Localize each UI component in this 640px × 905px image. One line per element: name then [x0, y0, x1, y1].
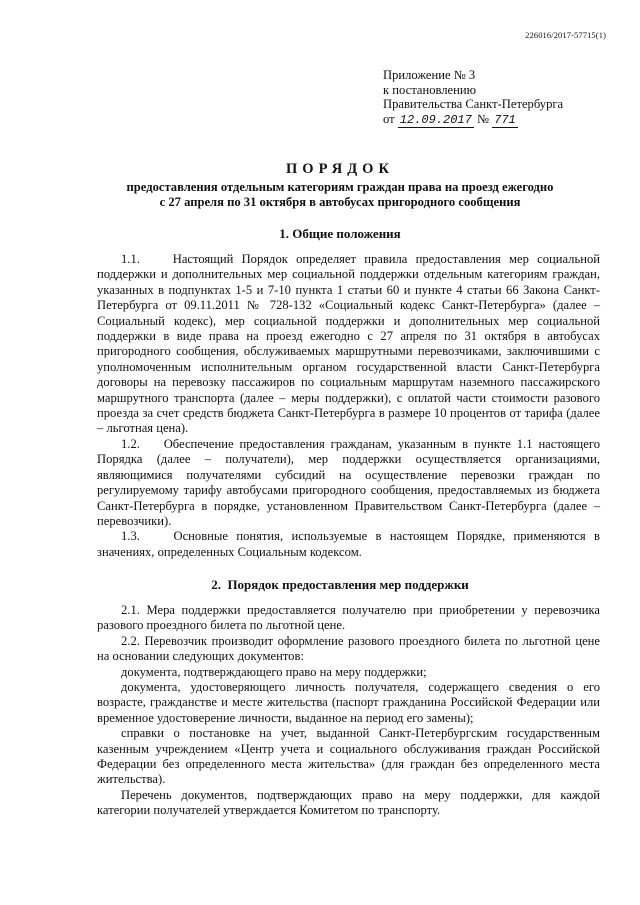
paragraph-documents-list: Перечень документов, подтверждающих право на меру поддержки, для каждой категории получателей утверждается Комитетом по транспорту.: [97, 787, 600, 818]
date-prefix: от: [383, 111, 395, 126]
document-item-3: справки о постановке на учет, выданной Санкт-Петербургским государственным казенным учреждением «Центр учета и социального обслуживания граждан Российской Федерации без определенного места жительства» (для граждан без определенного места жительства).: [97, 726, 600, 787]
document-item-2: документа, удостоверяющего личность получателя, содержащего сведения о его возрасте, гражданстве и месте жительства (паспорт гражданина Российской Федерации или временное удостоверение личности, выданное на период его замены);: [97, 680, 600, 725]
appendix-line-3: Правительства Санкт-Петербурга: [383, 97, 564, 112]
document-subtitle-line-1: предоставления отдельным категориям граждан права на проезд ежегодно: [126, 180, 554, 194]
number-prefix: №: [476, 111, 489, 126]
section-1-body: [97, 252, 600, 560]
document-subtitle-line-2: с 27 апреля по 31 октября в автобусах пригородного сообщения: [159, 195, 521, 209]
paragraph-1-3: 1.3. Основные понятия, используемые в настоящем Порядке, применяются в значениях, определенных Социальным кодексом.: [97, 529, 600, 559]
appendix-line-2: к постановлению: [383, 82, 477, 97]
paragraph-2-2: 2.2. Перевозчик производит оформление разового проездного билета по льготной цене на основании следующих документов:: [97, 633, 600, 664]
document-item-1: документа, подтверждающего право на меру поддержки;: [121, 664, 427, 679]
handwritten-date: 12.09.2017: [399, 112, 472, 127]
section-2-body: [97, 603, 600, 819]
appendix-block: [383, 68, 613, 127]
handwritten-number: 771: [494, 112, 516, 127]
paragraph-2-1: 2.1. Мера поддержки предоставляется получателю при приобретении у перевозчика разового проездного билета по льготной цене.: [97, 603, 600, 633]
paragraph-1-2: 1.2. Обеспечение предоставления гражданам, указанным в пункте 1.1 настоящего Порядка (далее – получатели), мер поддержки осуществляется организациями, являющимися получателями субсидий на осуществление перевозки граждан по регулируемому тарифу автобусами пригородного сообщения, предоставляемых из бюджета Санкт-Петербурга в порядке, установленном Правительством Санкт-Петербурга (далее – перевозчики).: [97, 436, 600, 528]
section-1-heading: 1. Общие положения: [279, 226, 401, 241]
paragraph-1-1: 1.1. Настоящий Порядок определяет правила предоставления мер социальной поддержки и дополнительных мер социальной поддержки отдельным категориям граждан, указанных в подпунктах 1-5 и 7-10 пункта 1 статьи 60 и пункте 4 статьи 66 Закона Санкт-Петербурга от 09.11.2011 № 728-132 «Социальный кодекс Санкт-Петербурга» (далее – Социальный кодекс), мер социальной поддержки и дополнительных мер социальной поддержки в виде права на проезд ежегодно с 27 апреля по 31 октября в автобусах пригородного сообщения, обслуживаемых маршрутными перевозчиками, заключившими с уполномоченным исполнительным органом государственной власти Санкт-Петербурга договоры на перевозку пассажиров по социальным маршрутам наземного пассажирского маршрутного транспорта (далее – меры поддержки), с оплатой части стоимости разового проезда за счет средств бюджета Санкт-Петербурга в размере 10 процентов от тарифа (далее – льготная цена).: [97, 252, 600, 436]
document-title-block: [60, 160, 620, 210]
document-number: 226016/2017-57715(1): [525, 30, 606, 40]
appendix-date-line: [383, 112, 613, 128]
appendix-line-1: Приложение № 3: [383, 68, 476, 82]
document-title: ПОРЯДОК: [286, 161, 394, 177]
section-2-heading: 2. Порядок предоставления мер поддержки: [211, 577, 469, 592]
